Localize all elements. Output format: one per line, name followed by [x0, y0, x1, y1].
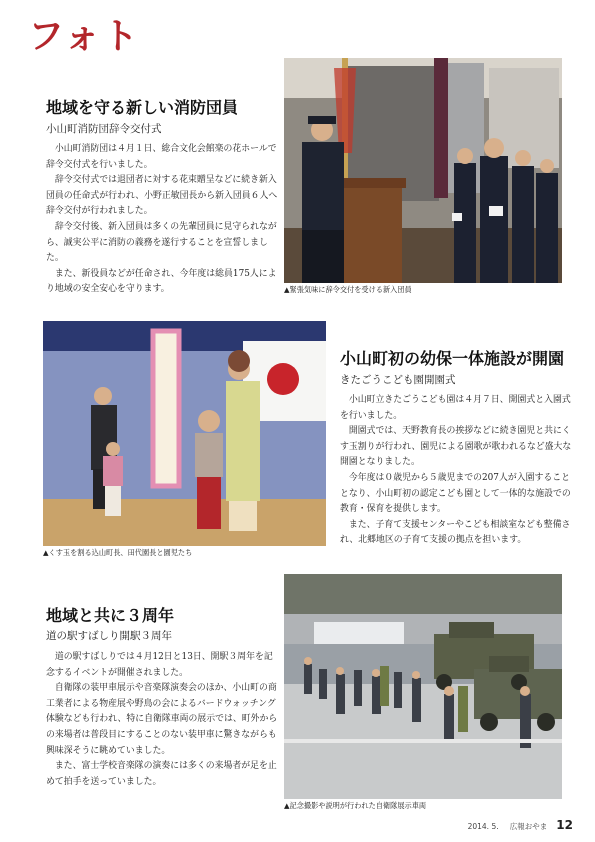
article-3-headline: 地域と共に３周年 [46, 606, 175, 625]
article-1-photo [284, 58, 562, 283]
footer-publication: 広報おやま [509, 822, 548, 831]
article-1-paragraph: また、新役員などが任命され、今年度は総員175人により地域の安全安心を守ります。 [46, 268, 277, 295]
article-1-paragraph: 小山町消防団は４月１日、総合文化会館楽の花ホールで辞令交付式を行いました。 [46, 144, 277, 170]
article-1-headline: 地域を守る新しい消防団員 [46, 98, 239, 117]
article-2-paragraph: 開園式では、天野教育長の挨拶などに続き園児と共にくす玉割りが行われ、園児による園歌が歌われるなど盛大な開園となりました。 [340, 426, 572, 468]
article-2-photo [43, 321, 326, 546]
article-1-body [46, 142, 278, 298]
ceremony-photo [284, 58, 562, 283]
article-3-photo [284, 574, 562, 799]
article-3-paragraph: 道の駅すばしりでは４月12日と13日、開駅３周年を記念するイベントが開催されました。 [46, 652, 273, 678]
kindergarten-photo [43, 321, 326, 546]
footer-issue-date: 2014. 5. [467, 822, 499, 831]
article-2-headline: 小山町初の幼保一体施設が開園 [340, 349, 565, 368]
article-3-photo-caption: ▲記念撮影や説明が行われた自衛隊展示車両 [284, 801, 427, 810]
article-3-paragraph: また、富士学校音楽隊の演奏には多くの来場者が足を止めて拍手を送っていました。 [46, 761, 277, 787]
article-3-paragraph: 自衛隊の装甲車展示や音楽隊演奏会のほか、小山町の商工業者による物産展や野鳥の会によるバードウォッチング体験なども行われ、特に自衛隊車両の展示では、町外からの来場者は普段目にすることのない装甲車に驚きながらも興味深そうに眺めていました。 [46, 683, 278, 756]
armored-vehicle-photo [284, 574, 562, 799]
page-footer [467, 814, 573, 832]
article-2-paragraph: また、子育て支援センターやこども相談室なども整備され、北郷地区の子育て支援の拠点を担います。 [340, 519, 571, 546]
article-2-subhead: きたごうこども園開園式 [340, 374, 456, 386]
article-3-body [46, 650, 278, 790]
article-1-paragraph: 辞令交付式では退団者に対する花束贈呈などに続き新入団員の任命式が行われ、小野正敏団長から新入団員６人へ辞令交付が行われました。 [46, 175, 278, 217]
article-2-paragraph: 小山町立きたごうこども園は４月７日、開園式と入園式を行いました。 [340, 395, 571, 421]
article-3-subhead: 道の駅すばしり開駅３周年 [46, 630, 172, 642]
article-2-photo-caption: ▲くす玉を割る込山町長、田代園長と園児たち [43, 548, 193, 557]
article-2-paragraph: 今年度は０歳児から５歳児までの207人が入園することとなり、小山町初の認定こども園として一体的な施設での教育・保育を提供します。 [340, 472, 571, 515]
article-1-subhead: 小山町消防団辞令交付式 [46, 123, 162, 135]
section-title: フォト [28, 16, 141, 57]
article-2-body [340, 393, 572, 549]
article-1-photo-caption: ▲緊張気味に辞令交付を受ける新入団員 [284, 285, 412, 294]
page-number: 12 [556, 818, 573, 832]
article-1-paragraph: 辞令交付後、新入団員は多くの先輩団員に見守られながら、誠実公平に消防の義務を遂行することを宣誓しました。 [46, 221, 277, 264]
